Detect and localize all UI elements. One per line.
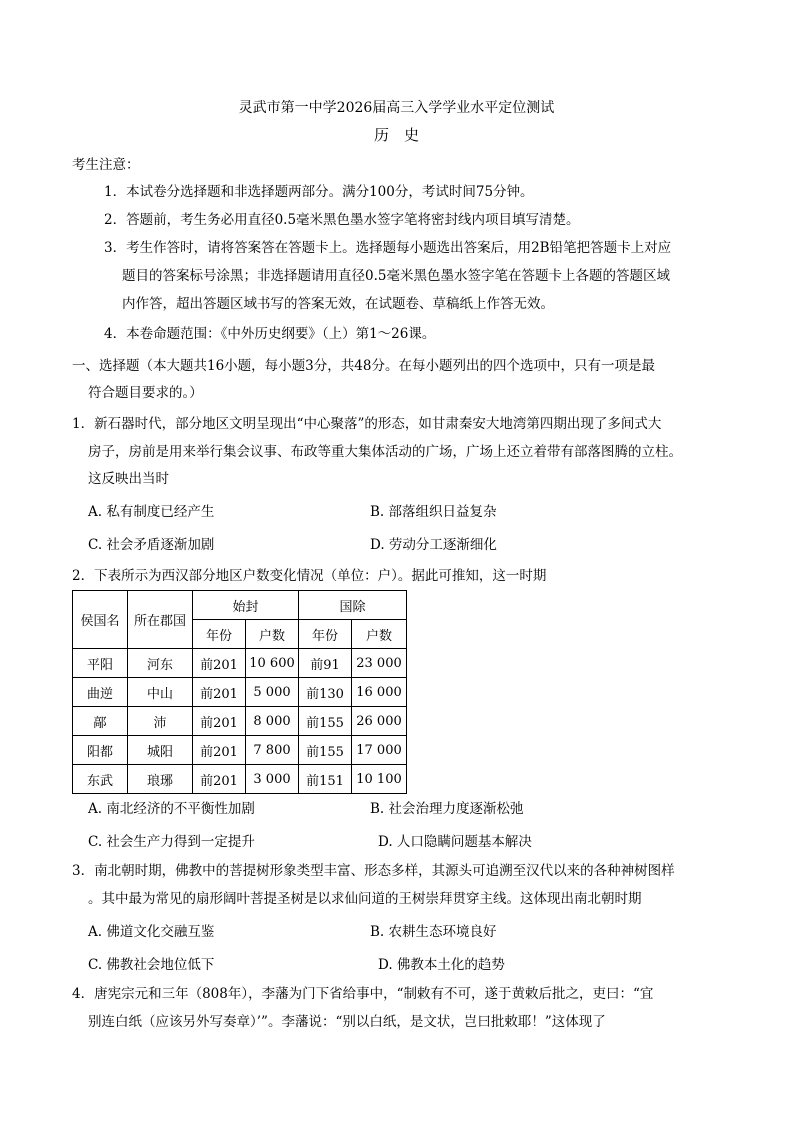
q1-stem: 这反映出当时 [88,471,169,487]
cell: 17 000 [352,736,407,765]
table-header-row [73,591,407,620]
q4-stem: 别连白纸（应该另外写奏章）’”。李藩说：“别以白纸，是文状，岂曰批敕耶！”这体现了 [88,1014,606,1030]
cell: 8 000 [246,707,299,736]
q4-stem: 4．唐宪宗元和三年（808年），李藩为门下省给事中，“制敕有不可，遂于黄敕后批之，吏曰：“宜 [72,986,654,1002]
header-end: 国除 [299,591,407,620]
cell: 5 000 [246,678,299,707]
cell: 16 000 [352,678,407,707]
q3-stem: 3．南北朝时期，佛教中的菩提树形象类型丰富、形态多样，其源头可追溯至汉代以来的各种神树图样 [72,863,675,879]
cell: 平阳 [73,649,128,678]
q3-option-d: D. 佛教本土化的趋势 [378,957,505,973]
table-row [73,678,407,707]
notice-item: 内作答，超出答题区域书写的答案无效，在试题卷、草稿纸上作答无效。 [122,296,554,312]
notice-item: 3．考生作答时，请将答案答在答题卡上。选择题每小题选出答案后，用2B铅笔把答题卡上对应 [104,240,672,256]
cell: 前201 [193,765,246,794]
exam-title: 灵武市第一中学2026届高三入学学业水平定位测试 [238,100,555,116]
cell: 3 000 [246,765,299,794]
cell: 前201 [193,736,246,765]
q2-option-c: C. 社会生产力得到一定提升 [88,834,255,850]
cell: 前155 [299,707,352,736]
cell: 前151 [299,765,352,794]
header-start-year: 年份 [193,620,246,649]
subject-title: 历 史 [373,126,419,144]
q2-option-b: B. 社会治理力度逐渐松弛 [370,801,524,817]
cell: 前130 [299,678,352,707]
cell: 城阳 [128,736,193,765]
q1-option-c: C. 社会矛盾逐渐加剧 [88,537,215,553]
cell: 10 600 [246,649,299,678]
cell: 7 800 [246,736,299,765]
cell: 前91 [299,649,352,678]
cell: 前155 [299,736,352,765]
cell: 鄗 [73,707,128,736]
header-state: 侯国名 [73,591,128,649]
cell: 10 100 [352,765,407,794]
q1-option-d: D. 劳动分工逐渐细化 [370,537,497,553]
cell: 前201 [193,678,246,707]
cell: 前201 [193,649,246,678]
header-end-year: 年份 [299,620,352,649]
notice-item: 题目的答案标号涂黑；非选择题请用直径0.5毫米黑色墨水签字笔在答题卡上各题的答题区域 [122,268,670,284]
section-heading: 一、选择题（本大题共16小题，每小题3分，共48分。在每小题列出的四个选项中，只有一项是最 [72,358,655,374]
cell: 前201 [193,707,246,736]
cell: 琅琊 [128,765,193,794]
q2-stem: 2．下表所示为西汉部分地区户数变化情况（单位：户）。据此可推知，这一时期 [72,568,547,584]
q3-option-b: B. 农耕生态环境良好 [370,924,497,940]
household-table [72,590,407,794]
q2-option-a: A. 南北经济的不平衡性加剧 [88,801,255,817]
q1-option-a: A. 私有制度已经产生 [88,504,215,520]
notice-item: 4．本卷命题范围：《中外历史纲要》（上）第1～26课。 [104,326,436,342]
notice-heading: 考生注意： [72,157,140,173]
q3-stem: 。其中最为常见的扇形阔叶菩提圣树是以求仙问道的王树崇拜贯穿主线。这体现出南北朝时期 [88,891,642,907]
cell: 26 000 [352,707,407,736]
section-heading-cont: 符合题目要求的。） [88,385,203,401]
header-end-households: 户数 [352,620,407,649]
cell: 河东 [128,649,193,678]
q3-option-a: A. 佛道文化交融互鉴 [88,924,215,940]
table-row [73,707,407,736]
cell: 曲逆 [73,678,128,707]
table-row [73,765,407,794]
cell: 沛 [128,707,193,736]
q1-stem: 1．新石器时代，部分地区文明呈现出“中心聚落”的形态，如甘肃秦安大地湾第四期出现了多间式大 [72,416,662,432]
notice-item: 2．答题前，考生务必用直径0.5毫米黑色墨水签字笔将密封线内项目填写清楚。 [104,212,580,228]
header-start: 始封 [193,591,299,620]
cell: 阳都 [73,736,128,765]
q3-option-c: C. 佛教社会地位低下 [88,957,215,973]
table-row [73,649,407,678]
cell: 东武 [73,765,128,794]
q1-stem: 房子，房前是用来举行集会议事、布政等重大集体活动的广场，广场上还立着带有部落图腾的立柱。 [88,444,682,460]
cell: 23 000 [352,649,407,678]
header-commandery: 所在郡国 [128,591,193,649]
q1-option-b: B. 部落组织日益复杂 [370,504,497,520]
q2-option-d: D. 人口隐瞒问题基本解决 [378,834,532,850]
header-start-households: 户数 [246,620,299,649]
notice-item: 1．本试卷分选择题和非选择题两部分。满分100分，考试时间75分钟。 [104,184,534,200]
cell: 中山 [128,678,193,707]
table-row [73,736,407,765]
